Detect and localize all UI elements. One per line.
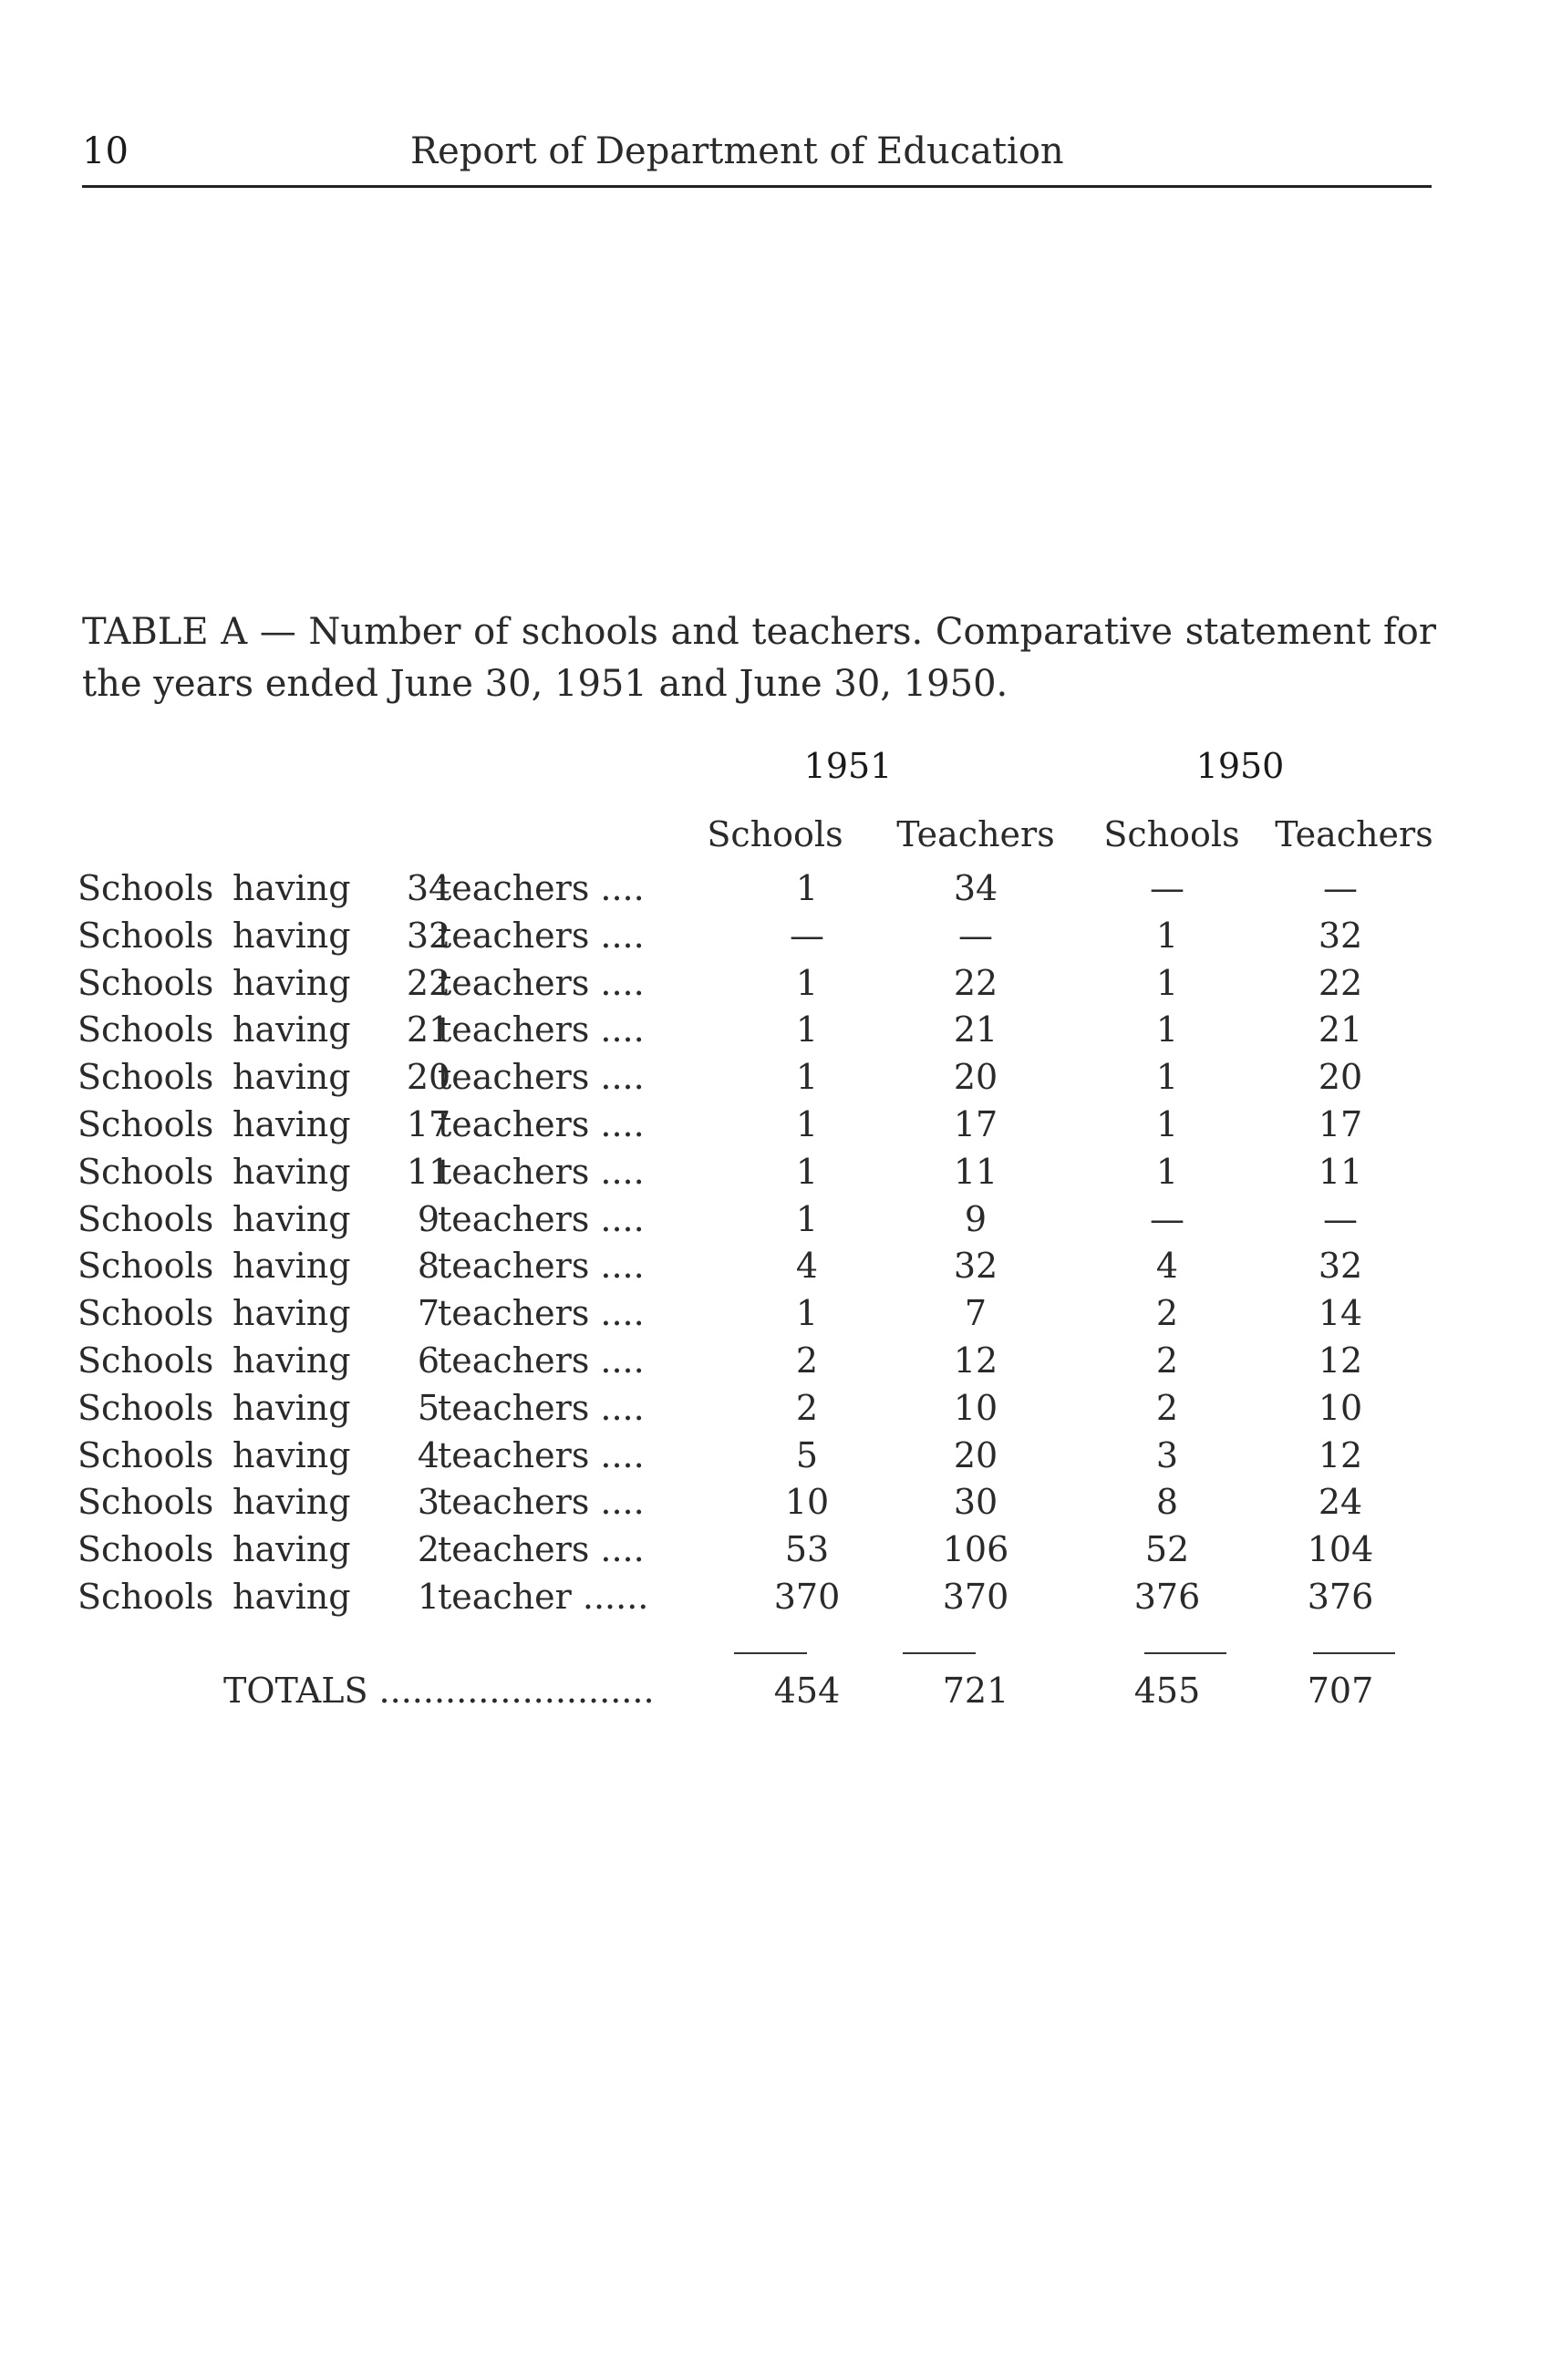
label-count: 6 [417,1340,440,1381]
label-having: having [233,1151,351,1192]
label-count: 1 [417,1577,440,1617]
cell-teachers-1950: 11 [1318,1151,1363,1192]
label-schools: Schools [78,1151,214,1192]
label-count: 34 [406,868,451,908]
label-schools: Schools [78,1340,214,1381]
total-schools-1950: 455 [1133,1671,1201,1711]
label-teachers: teachers .... [438,868,645,908]
cell-schools-1950: — [1150,868,1184,908]
totals-label: TOTALS ......................... [223,1671,655,1711]
label-teachers: teachers .... [438,1482,645,1523]
column-header-schools-1951: Schools [707,814,843,854]
label-having: having [233,1529,351,1570]
cell-schools-1951: 1 [795,1104,819,1144]
cell-teachers-1950: 10 [1318,1387,1363,1428]
label-having: having [233,1104,351,1144]
table-row [0,1057,1541,1104]
label-having: having [233,915,351,956]
label-having: having [233,868,351,908]
cell-schools-1951: 1 [795,1293,819,1334]
running-title: Report of Department of Education [410,130,1064,172]
label-count: 7 [417,1293,440,1334]
table-row [0,1435,1541,1483]
total-rule-schools-1951 [734,1652,807,1654]
cell-schools-1950: 2 [1155,1293,1179,1334]
cell-teachers-1950: 12 [1318,1434,1363,1475]
table-row [0,1246,1541,1293]
cell-teachers-1950: — [1323,1198,1358,1239]
cell-teachers-1951: 32 [953,1246,998,1287]
cell-schools-1950: 4 [1155,1246,1179,1287]
cell-teachers-1951: 20 [953,1434,998,1475]
cell-teachers-1951: — [958,915,993,956]
cell-schools-1951: 370 [773,1577,841,1617]
cell-schools-1950: 1 [1155,1057,1179,1098]
label-count: 2 [417,1529,440,1570]
cell-schools-1950: 2 [1155,1387,1179,1428]
cell-teachers-1951: 30 [953,1482,998,1523]
cell-teachers-1950: 104 [1307,1529,1374,1570]
total-schools-1951: 454 [773,1671,841,1711]
label-schools: Schools [78,868,214,908]
cell-schools-1951: 4 [795,1246,819,1287]
label-count: 17 [406,1104,451,1144]
label-count: 4 [417,1434,440,1475]
label-teachers: teachers .... [438,915,645,956]
cell-teachers-1951: 10 [953,1387,998,1428]
cell-schools-1950: — [1150,1198,1184,1239]
cell-schools-1950: 376 [1133,1577,1201,1617]
label-schools: Schools [78,915,214,956]
label-count: 21 [406,1009,451,1050]
label-having: having [233,1009,351,1050]
label-having: having [233,962,351,1003]
label-schools: Schools [78,1434,214,1475]
label-schools: Schools [78,1577,214,1617]
cell-teachers-1950: 22 [1318,962,1363,1003]
cell-teachers-1950: 24 [1318,1482,1363,1523]
label-count: 8 [417,1246,440,1287]
cell-schools-1950: 1 [1155,1104,1179,1144]
table-row [0,868,1541,916]
label-having: having [233,1293,351,1334]
label-schools: Schools [78,962,214,1003]
total-rule-teachers-1950 [1313,1652,1395,1654]
cell-teachers-1950: 12 [1318,1340,1363,1381]
label-count: 22 [406,962,451,1003]
cell-schools-1951: 2 [795,1387,819,1428]
total-rule-teachers-1951 [903,1652,976,1654]
label-having: having [233,1057,351,1098]
table-row [0,1388,1541,1435]
table-row [0,1199,1541,1247]
label-teachers: teachers .... [438,1151,645,1192]
cell-schools-1951: 2 [795,1340,819,1381]
label-schools: Schools [78,1009,214,1050]
cell-schools-1950: 1 [1155,1009,1179,1050]
label-teachers: teachers .... [438,1198,645,1239]
label-count: 20 [406,1057,451,1098]
cell-teachers-1951: 11 [953,1151,998,1192]
page-number: 10 [82,130,129,172]
label-schools: Schools [78,1293,214,1334]
cell-teachers-1951: 370 [942,1577,1009,1617]
label-teachers: teachers .... [438,1529,645,1570]
label-teachers: teachers .... [438,1009,645,1050]
label-teachers: teacher ...... [438,1577,649,1617]
total-teachers-1950: 707 [1307,1671,1374,1711]
column-header-teachers-1951: Teachers [896,814,1055,854]
table-row [0,1529,1541,1577]
cell-teachers-1950: 32 [1318,915,1363,956]
cell-schools-1951: 1 [795,1009,819,1050]
cell-teachers-1950: 14 [1318,1293,1363,1334]
label-schools: Schools [78,1529,214,1570]
total-teachers-1951: 721 [942,1671,1009,1711]
label-teachers: teachers .... [438,1387,645,1428]
cell-schools-1951: 1 [795,868,819,908]
label-teachers: teachers .... [438,1340,645,1381]
cell-teachers-1950: — [1323,868,1358,908]
label-schools: Schools [78,1057,214,1098]
cell-teachers-1950: 376 [1307,1577,1374,1617]
header-rule [82,185,1432,188]
cell-teachers-1950: 17 [1318,1104,1363,1144]
label-having: having [233,1246,351,1287]
label-count: 32 [406,915,451,956]
table-row [0,963,1541,1010]
label-count: 3 [417,1482,440,1523]
table-row [0,1577,1541,1624]
header-bar [82,123,1432,187]
label-having: having [233,1577,351,1617]
table-caption: TABLE A — Number of schools and teachers. Comparative statement for the years ended June 30, 1951 and June 30, 1950. [82,611,1436,705]
label-count: 5 [417,1387,440,1428]
cell-schools-1950: 1 [1155,1151,1179,1192]
label-having: having [233,1482,351,1523]
table-row [0,1340,1541,1388]
cell-teachers-1951: 21 [953,1009,998,1050]
label-teachers: teachers .... [438,962,645,1003]
cell-teachers-1951: 34 [953,868,998,908]
label-having: having [233,1434,351,1475]
table-row [0,1293,1541,1340]
label-teachers: teachers .... [438,1434,645,1475]
label-having: having [233,1198,351,1239]
label-schools: Schools [78,1198,214,1239]
cell-teachers-1950: 21 [1318,1009,1363,1050]
table-row [0,916,1541,963]
cell-teachers-1951: 9 [964,1198,988,1239]
label-schools: Schools [78,1104,214,1144]
cell-teachers-1950: 20 [1318,1057,1363,1098]
cell-schools-1950: 1 [1155,962,1179,1003]
cell-teachers-1951: 106 [942,1529,1009,1570]
label-schools: Schools [78,1482,214,1523]
cell-teachers-1951: 20 [953,1057,998,1098]
cell-teachers-1951: 22 [953,962,998,1003]
label-schools: Schools [78,1387,214,1428]
label-count: 11 [406,1151,451,1192]
year-header-1951: 1951 [803,746,893,786]
column-header-teachers-1950: Teachers [1275,814,1433,854]
cell-schools-1951: 5 [795,1434,819,1475]
cell-schools-1950: 52 [1144,1529,1190,1570]
label-teachers: teachers .... [438,1104,645,1144]
cell-schools-1951: 1 [795,1198,819,1239]
cell-schools-1950: 8 [1155,1482,1179,1523]
table-row [0,1152,1541,1199]
label-having: having [233,1340,351,1381]
year-header-1950: 1950 [1195,746,1285,786]
cell-schools-1951: 1 [795,1151,819,1192]
cell-schools-1951: 1 [795,962,819,1003]
cell-teachers-1951: 12 [953,1340,998,1381]
label-teachers: teachers .... [438,1057,645,1098]
table-row [0,1104,1541,1152]
cell-teachers-1950: 32 [1318,1246,1363,1287]
label-teachers: teachers .... [438,1246,645,1287]
cell-schools-1950: 3 [1155,1434,1179,1475]
total-rule-schools-1950 [1144,1652,1226,1654]
cell-schools-1950: 2 [1155,1340,1179,1381]
table-row [0,1482,1541,1529]
cell-schools-1951: 10 [784,1482,830,1523]
label-teachers: teachers .... [438,1293,645,1334]
label-count: 9 [417,1198,440,1239]
column-header-schools-1950: Schools [1103,814,1240,854]
cell-schools-1950: 1 [1155,915,1179,956]
totals-row [0,1671,1541,1718]
cell-schools-1951: — [790,915,824,956]
table-row [0,1009,1541,1057]
cell-teachers-1951: 7 [964,1293,988,1334]
cell-schools-1951: 1 [795,1057,819,1098]
label-schools: Schools [78,1246,214,1287]
cell-teachers-1951: 17 [953,1104,998,1144]
cell-schools-1951: 53 [784,1529,830,1570]
label-having: having [233,1387,351,1428]
